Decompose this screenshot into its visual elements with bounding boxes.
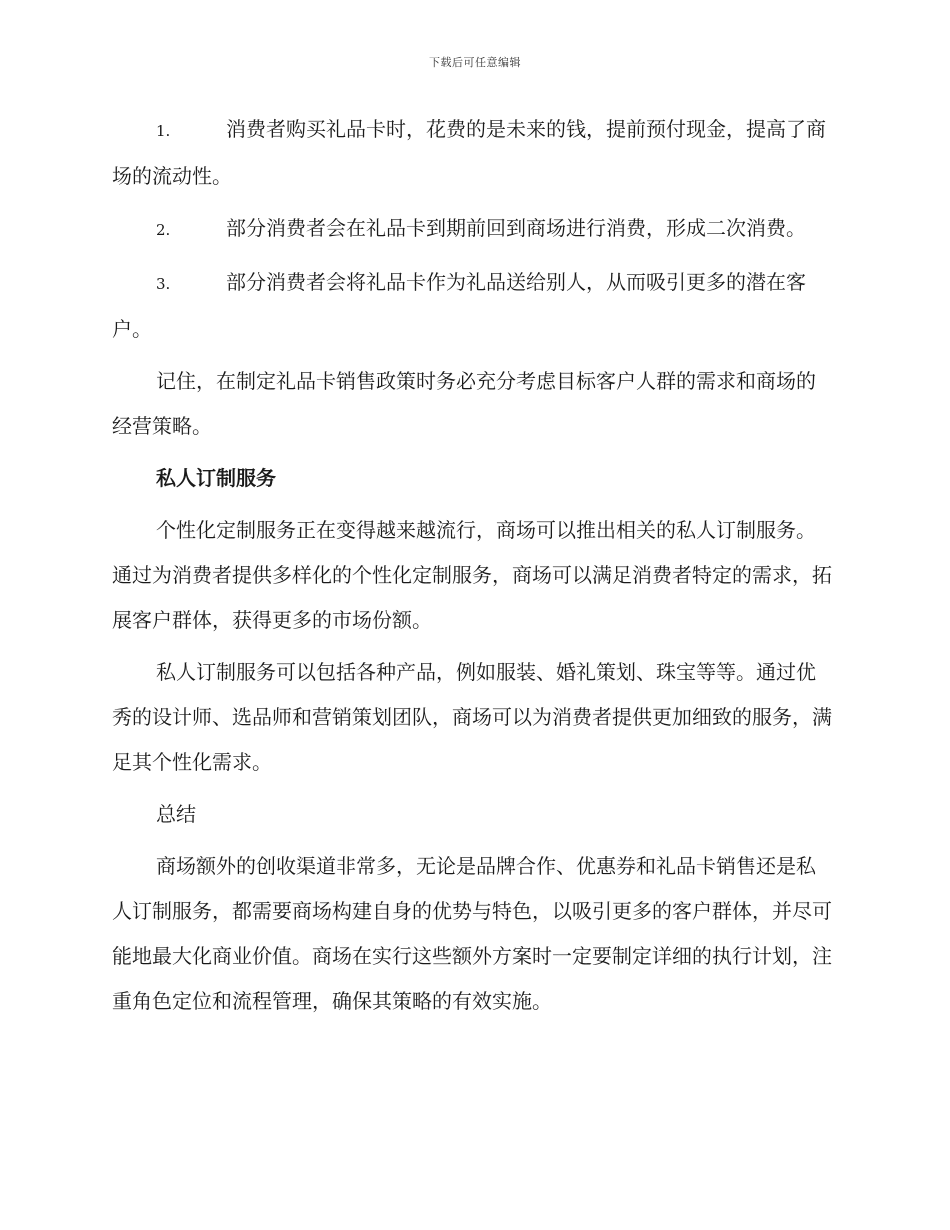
summary-paragraph: 商场额外的创收渠道非常多，无论是品牌合作、优惠券和礼品卡销售还是私人订制服务，都需要商场构建自身的优势与特色，以吸引更多的客户群体，并尽可能地最大化商业价值。商场在实行这些额外方案时一定要制定详细的执行计划，注重角色定位和流程管理，确保其策略的有效实施。 xyxy=(112,854,832,1013)
list-item-number: 2. xyxy=(156,221,171,239)
section-heading-private-service: 私人订制服务 xyxy=(156,466,276,490)
reminder-paragraph: 记住，在制定礼品卡销售政策时务必充分考虑目标客户人群的需求和商场的经营策略。 xyxy=(112,369,816,438)
list-item-text: 消费者购买礼品卡时，花费的是未来的钱，提前预付现金，提高了商场的流动性。 xyxy=(112,117,826,188)
list-item xyxy=(112,107,834,199)
section-heading-summary: 总结 xyxy=(156,802,196,826)
page-header: 下载后可任意编辑 xyxy=(429,56,521,69)
list-item-text: 部分消费者会在礼品卡到期前回到商场进行消费，形成二次消费。 xyxy=(226,216,806,240)
list-item xyxy=(112,260,834,352)
private-service-paragraph-2: 私人订制服务可以包括各种产品，例如服装、婚礼策划、珠宝等等。通过优秀的设计师、选品师和营销策划团队，商场可以为消费者提供更加细致的服务，满足其个性化需求。 xyxy=(112,660,832,774)
list-item xyxy=(112,206,834,253)
list-item-number: 1. xyxy=(156,122,171,140)
document-body xyxy=(112,107,834,1031)
list-item-number: 3. xyxy=(156,275,171,293)
private-service-paragraph-1: 个性化定制服务正在变得越来越流行，商场可以推出相关的私人订制服务。通过为消费者提供多样化的个性化定制服务，商场可以满足消费者特定的需求，拓展客户群体，获得更多的市场份额。 xyxy=(112,518,832,632)
list-item-text: 部分消费者会将礼品卡作为礼品送给别人，从而吸引更多的潜在客户。 xyxy=(112,270,806,341)
